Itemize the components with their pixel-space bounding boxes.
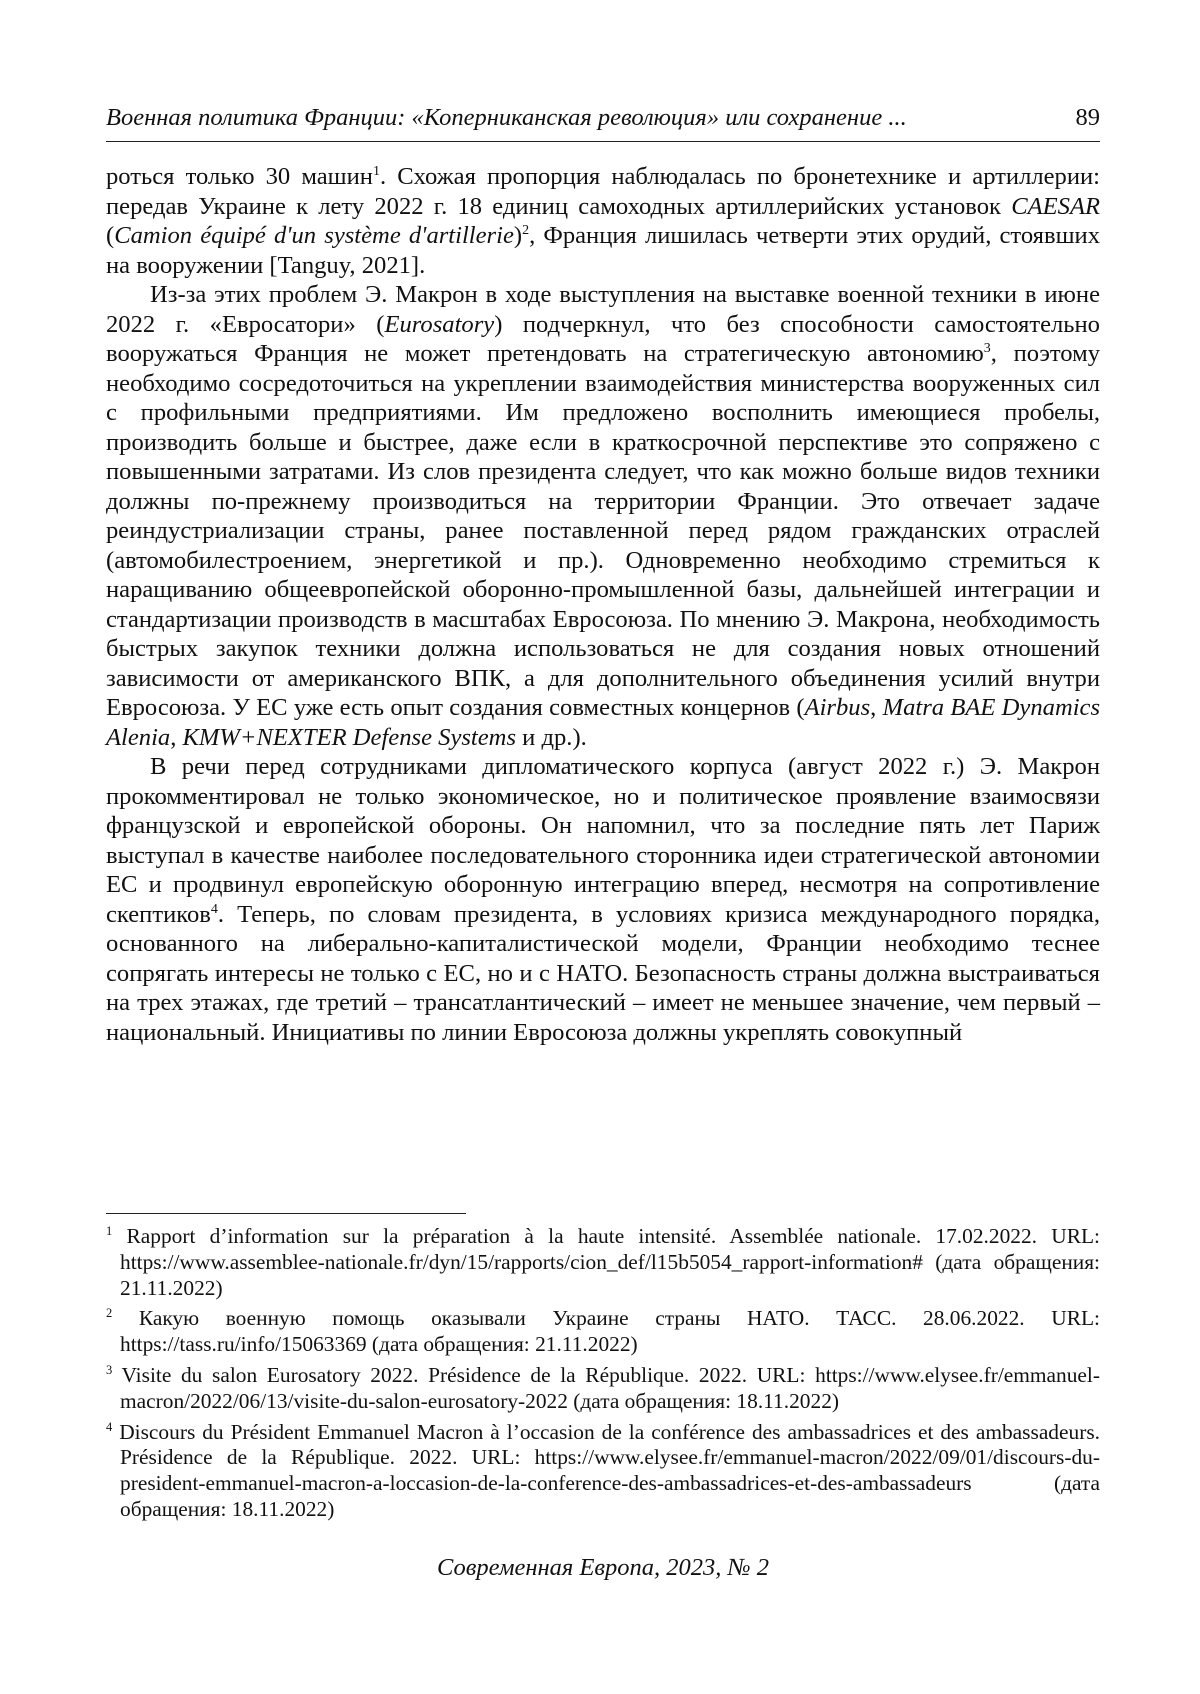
footnote-reference: 3	[983, 340, 991, 356]
footnote	[106, 1420, 1100, 1523]
footnote-text: Discours du Président Emmanuel Macron à l’occasion de la conférence des ambassadrices et des ambassadeurs. Présidence de la République. 2022. URL: https://www.elysee.fr/emmanuel-macron/2022/09/01/discours-du-president-emmanuel-macron-a-loccasion-de-la-conference-des-ambassadrices-et-des-ambassadeurs (дата обращения: 18.11.2022)	[112, 1419, 1100, 1521]
footnote	[106, 1306, 1100, 1358]
journal-footer: Современная Европа, 2023, № 2	[436, 1554, 770, 1581]
footnote-text: Visite du salon Eurosatory 2022. Présidence de la République. 2022. URL: https://www.elysee.fr/emmanuel-macron/2022/06/13/visite-du-salon-eurosatory-2022 (дата обращения: 18.11.2022)	[112, 1362, 1100, 1413]
footnote	[106, 1363, 1100, 1415]
italic-term: Camion équipé d'un système d'artillerie	[114, 222, 514, 249]
italic-term: Matra BAE Dynamics Alenia	[106, 694, 1101, 751]
italic-term: Airbus	[804, 694, 871, 721]
footnotes	[106, 1224, 1100, 1528]
body-paragraph	[106, 752, 1100, 1047]
text-run: (	[106, 222, 115, 249]
footnote-number: 1	[106, 1223, 113, 1238]
footnote-reference: 2	[522, 222, 530, 238]
text-run: роться только 30 машин	[106, 163, 373, 190]
body-paragraph	[106, 162, 1100, 280]
running-header-title: Военная политика Франции: «Коперниканская революция» или сохранение ...	[106, 104, 907, 131]
italic-term: CAESAR	[1011, 192, 1100, 220]
footnote-number: 2	[106, 1306, 113, 1321]
footnote-reference: 4	[210, 901, 218, 917]
text-run: ) подчеркнул, что без способности самостоятельно вооружаться Франция не может претендовать на стратегическую автономию	[106, 310, 1100, 367]
text-run: Из-за этих проблем Э. Макрон в ходе выступления на выставке военной техники в июне 2022 г. «Евросатори» (	[106, 281, 1100, 338]
text-run: . Схожая пропорция наблюдалась по бронетехнике и артиллерии: передав Украине к лету 2022 г. 18 единиц самоходных артиллерийских установок	[106, 163, 1100, 220]
italic-term: KMW+NEXTER Defense Systems	[182, 723, 517, 751]
text-run: В речи перед сотрудниками дипломатического корпуса (август 2022 г.) Э. Макрон прокомментировал не только экономическое, но и политическое проявление взаимосвязи французской и европейской обороны. Он напомнил, что за последние пять лет Париж выступал в качестве наиболее последовательного сторонника идеи стратегической автономии ЕС и продвинул европейскую оборонную интеграцию вперед, несмотря на сопротивление скептиков	[106, 753, 1100, 928]
page-number: 89	[1075, 104, 1100, 131]
text-run: )	[513, 222, 523, 249]
footnote-number: 4	[106, 1419, 113, 1434]
text-run: , поэтому необходимо сосредоточиться на укреплении взаимодействия министерства вооруженных сил с профильными предприятиями. Им предложено восполнить имеющиеся пробелы, производить больше и быстрее, даже если в краткосрочной перспективе это сопряжено с повышенными затратами. Из слов президента следует, что как можно больше видов техники должны по-прежнему производиться на территории Франции. Это отвечает задаче реиндустриализации страны, ранее поставленной перед рядом гражданских отраслей (автомобилестроением, энергетикой и пр.). Одновременно необходимо стремиться к наращиванию общеевропейской оборонно-промышленной базы, дальнейшей интеграции и стандартизации производств в масштабах Евросоюза. По мнению Э. Макрона, необходимость быстрых закупок техники должна использоваться не для создания новых отношений зависимости от американского ВПК, а для дополнительного объединения усилий внутри Евросоюза. У ЕС уже есть опыт создания совместных концернов (	[106, 340, 1100, 721]
footnote-reference: 1	[372, 163, 380, 179]
text-run: , Франция лишилась четверти этих орудий, стоявших на вооружении [Tanguy, 2021].	[106, 222, 1100, 279]
body-text	[106, 162, 1100, 1047]
body-paragraph	[106, 280, 1100, 752]
document-page	[106, 0, 1100, 1694]
text-run: ,	[170, 723, 183, 751]
footnote-separator	[106, 1213, 466, 1214]
italic-term: Eurosatory	[384, 310, 495, 338]
running-header	[106, 103, 1100, 142]
footnote	[106, 1224, 1100, 1301]
footnote-text: Какую военную помощь оказывали Украине страны НАТО. ТАСС. 28.06.2022. URL: https://tass.ru/info/15063369 (дата обращения: 21.11.2022)	[112, 1306, 1100, 1357]
text-run: и др.).	[516, 723, 587, 751]
footnote-text: Rapport d’information sur la préparation à la haute intensité. Assemblée nationale. 17.02.2022. URL: https://www.assemblee-nationale.fr/dyn/15/rapports/cion_def/l15b5054_rapport-information# (дата обращения: 21.11.2022)	[112, 1224, 1100, 1300]
footnote-number: 3	[106, 1362, 113, 1377]
text-run: ,	[870, 694, 883, 721]
text-run: . Теперь, по словам президента, в условиях кризиса международного порядка, основанного на либерально-капиталистической модели, Франции необходимо теснее сопрягать интересы не только с ЕС, но и с НАТО. Безопасность страны должна выстраиваться на трех этажах, где третий – трансатлантический – имеет не меньшее значение, чем первый – национальный. Инициативы по линии Евросоюза должны укреплять совокупный	[106, 900, 1100, 1046]
